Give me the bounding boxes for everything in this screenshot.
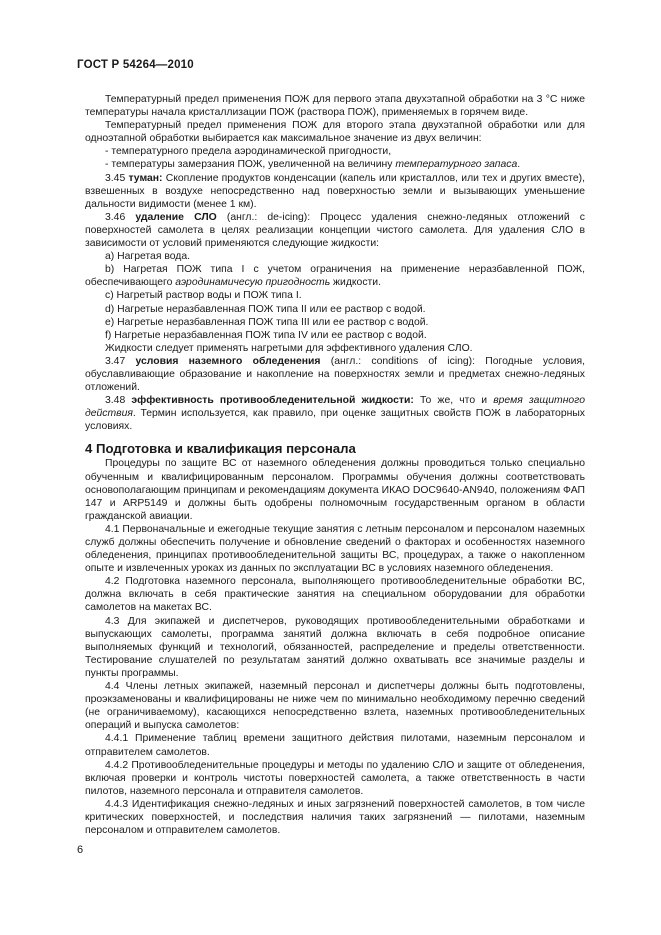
paragraph-temp-limit-second-stage: Температурный предел применения ПОЖ для второго этапа двухэтапной обработки или для одноэтапной обработки выбирается как максимальное значение из двух величин: bbox=[85, 120, 585, 145]
term-3-46: 3.46 удаление СЛО (англ.: de-icing): Процесс удаления снежно-ледяных отложений с поверхностей самолета в целях реализации концепции чистого самолета. Для удаления СЛО в зависимости от условий применяются следующие жидкости: bbox=[85, 211, 585, 250]
bullet-freezing-temp: - температуры замерзания ПОЖ, увеличенной на величину температурного запаса. bbox=[105, 159, 521, 171]
term-ref-temp-margin: температурного запаса bbox=[395, 159, 518, 171]
list-item-a: a) Нагретая вода. bbox=[105, 251, 191, 263]
clause-4-3: 4.3 Для экипажей и диспетчеров, руководящих противообледенительными обработками и выпускающих самолеты, программа занятий должна включать в себя подробное описание выполняемых функций и технологий, обязанностей, распределение и пределы ответственности. Тестирование слушателей по результатам занятий должно охватывать все значимые разделы и пункты программы. bbox=[85, 615, 585, 679]
standard-code-header: ГОСТ Р 54264—2010 bbox=[77, 59, 194, 71]
paragraph-heated-liquids: Жидкости следует применять нагретыми для эффективного удаления СЛО. bbox=[105, 342, 473, 354]
section-4-heading: 4 Подготовка и квалификация персонала bbox=[85, 441, 356, 457]
term-ref-holdover-time: время защитного действия bbox=[85, 395, 585, 420]
paragraph-temp-limit-first-stage: Температурный предел применения ПОЖ для первого этапа двухэтапной обработки на 3 °С ниже температуры начала кристаллизации ПОЖ (раствора ПОЖ), применяемых в горячем виде. bbox=[85, 94, 585, 119]
list-item-e: e) Нагретые неразбавленная ПОЖ типа III или ее раствор с водой. bbox=[105, 316, 429, 328]
clause-4-4-3: 4.4.3 Идентификация снежно-ледяных и иных загрязнений поверхностей самолетов, в том числе критических поверхностей, и последствия наличия таких загрязнений — пилотами, наземным персоналом и отправителем самолетов. bbox=[85, 798, 585, 837]
term-title-fog: туман: bbox=[128, 172, 163, 184]
term-3-48: 3.48 эффективность противообледенительной жидкости: То же, что и время защитного действия. Термин используется, как правило, при оценке защитных свойств ПОЖ в лабораторных условиях. bbox=[85, 395, 585, 433]
clause-4-4: 4.4 Члены летных экипажей, наземный персонал и диспетчеры должны быть подготовлены, проэкзаменованы и квалифицированы не ниже чем по минимально необходимому перечню сведений (не ограничиваемому), касающихся непосредственно взлета, наземных противообледенительных операций и выпуска самолетов: bbox=[85, 681, 585, 732]
bullet-aero-limit: - температурного предела аэродинамической пригодности, bbox=[105, 146, 392, 158]
list-item-f: f) Нагретые неразбавленная ПОЖ типа IV или ее раствор с водой. bbox=[105, 329, 427, 341]
section-4-intro: Процедуры по защите ВС от наземного обледенения должны проводиться только специально обученным и квалифицированным персоналом. Программы обучения должны соответствовать основополагающим принципам и рекомендациям документа ИКАО DOC9640-AN940, положениям ФАП 147 и ARP5149 и должны быть одобрены полномочным государственным органом в области гражданской авиации. bbox=[85, 458, 585, 522]
clause-4-2: 4.2 Подготовка наземного персонала, выполняющего противообледенительные обработки ВС, должна включать в себя практические занятия на специальном оборудовании для обработки самолетов на макетах ВС. bbox=[85, 576, 585, 614]
term-ref-aero-suitability: аэродинамичесую пригодность bbox=[175, 277, 331, 289]
term-title-fluid-effectiveness: эффективность противообледенительной жидкости: bbox=[131, 395, 414, 407]
page-number: 6 bbox=[77, 844, 84, 856]
term-title-deicing: удаление СЛО bbox=[135, 211, 217, 223]
list-item-c: c) Нагретый раствор воды и ПОЖ типа I. bbox=[105, 290, 302, 302]
list-item-d: d) Нагретые неразбавленная ПОЖ типа II или ее раствор с водой. bbox=[105, 303, 426, 315]
clause-4-1: 4.1 Первоначальные и ежегодные текущие занятия с летным персоналом и персоналом наземных служб должны обеспечить получение и обновление сведений о факторах и особенностях наземного обледенения, принципах противообледенительной защиты ВС, процедурах, а также о накопленном опыте и извлеченных уроках из данных по эксплуатации ВС в условиях наземного обледенения. bbox=[85, 523, 585, 575]
term-3-45: 3.45 туман: Скопление продуктов конденсации (капель или кристаллов, или тех и других вместе), взвешенных в воздухе непосредственно над поверхностью земли и вызывающих уменьшение дальности видимости (менее 1 км). bbox=[85, 172, 585, 210]
section-spacer bbox=[85, 433, 585, 441]
clause-4-4-2: 4.4.2 Противообледенительные процедуры и методы по удалению СЛО и защите от обледенения, включая проверки и контроль чистоты поверхностей самолета, а также ответственность в части пилотов, наземного персонала и отправителя самолетов. bbox=[85, 759, 585, 797]
list-item-b: b) Нагретая ПОЖ типа I с учетом ограничения на применение неразбавленной ПОЖ, обеспечивающего аэродинамичесую пригодность жидкости. bbox=[85, 264, 585, 289]
term-3-47: 3.47 условия наземного обледенения (англ.: conditions of icing): Погодные условия, обуславливающие образование и накопление на поверхностях земли и предметах снежно-ледяных отложений. bbox=[85, 355, 585, 394]
document-body bbox=[85, 93, 585, 837]
term-title-ground-icing-conditions: условия наземного обледенения bbox=[135, 355, 321, 367]
clause-4-4-1: 4.4.1 Применение таблиц времени защитного действия пилотами, наземным персоналом и отправителем самолетов. bbox=[85, 733, 585, 758]
